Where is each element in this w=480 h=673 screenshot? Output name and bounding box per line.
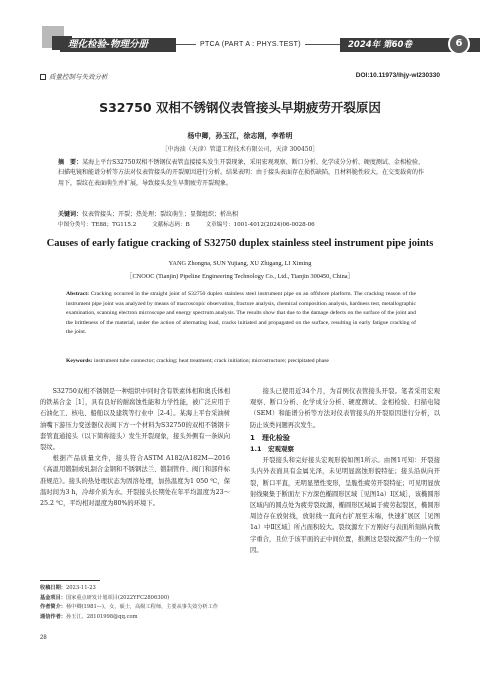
abstract-en-label: Abstract: [66,291,90,297]
body-column-right [250,386,440,556]
document-code: 文献标志码：B [152,222,190,228]
keywords-chinese [58,210,424,220]
authors-chinese: 杨中卿，孙玉江，徐志刚，李希明 [187,132,293,140]
abstract-english [66,290,416,338]
journal-name: 理化检验-物理分册 [68,39,148,50]
keywords-cn-label: 关键词： [58,211,83,218]
body-paragraph: S32750双相不锈钢是一种组织中同时含有铁素体相和奥氏体相的铁基合金［1］，具有良好的耐腐蚀性能和力学性能，被广泛应用于石油化工、核电、船舶以及建筑等行业中［2-4］。某海上平台采油树油嘴下游压力变送器仪表阀下方一个材料为S32750的双相不锈钢卡套管直通接头（以下简称接头）发生开裂现象，接头外侧有一条纵向裂纹。 [40,388,230,452]
rubric-square-icon [40,74,46,80]
body-column-left [40,386,230,509]
body-paragraph: 根据产品质量文件，接头符合ASTM A182/A182M—2016《高温用锻制或轧制合金钢和不锈钢法兰、锻制管件、阀门和部件标准规范》。接头的热处理状态为固溶处理，加热温度为1 050 ℃，保温时间为3 h，冷却介质为水。开裂接头长期处在年平均温度为23～25.2 ℃，平均相对湿度为80%的环境下。 [40,455,230,508]
footnote-rule [40,580,100,581]
authors-english: YANG Zhongna, SUN Yujiang, XU Zhigang, LI Ximing [168,260,312,267]
body-paragraph: 接头已使用近34个月，为首例仪表管接头开裂。笔者采用宏观观察、断口分析、化学成分分析、硬度测试、金相检验、扫描电镜（SEM）和能谱分析等方法对仪表管接头的开裂原因进行分析，以防止该类问题再次发生。 [250,388,440,429]
page-number: 28 [40,635,47,641]
subsection-heading: 1.1 宏观观察 [250,445,295,454]
keywords-en-text: instrument tube connector; cracking; heat treatment; crack initiation; microstructure; precipitated phase [93,358,329,364]
abstract-cn-text: 某海上平台S32750双相不锈钢仪表管直接接头发生开裂现象，采用宏观观察、断口分析、化学成分分析、硬度测试、金相检验、扫描电镜和能谱分析等方法对仪表管接头的开裂原因进行分析。结果表明：由于接头表面存在损伤缺陷，且材料脆性较大，在交变载荷的作用下，裂纹在表面萌生并扩展，导致接头发生早期疲劳开裂现象。 [58,159,425,187]
affiliation-chinese: ［中海油（天津）管道工程技术有限公司，天津 300450］ [161,146,319,153]
keywords-en-label: Keywords: [66,358,93,364]
abstract-chinese [58,158,424,189]
clc-number: 中图分类号：TE88；TG115.2 [58,222,137,228]
footnote-corresponding: 通信作者：孙玉江，28101998@qq.com [40,613,138,620]
body-paragraph: 开裂接头和完好接头宏观形貌如图1所示。由图1可知：开裂接头内外表面具有金属光泽，未见明显腐蚀形貌特征；接头沿纵向开裂，断口平直，无明显塑性变形，呈脆性疲劳开裂特征；可见明显放射线聚集于断面左下方深色椭圆形区域［见图1a）Ⅰ区域］，该椭圆形区域内的圆点处为疲劳裂纹源，椭圆形区域属于疲劳起裂区，椭圆形周边存在放射线，放射线一直向右扩展至末端，快速扩展区［见图1a）中Ⅱ区域］所占面积较大。裂纹源左下方刚好与表面所刻纵向数字重合，且位于该平面的正中间位置，推测这是裂纹源产生的一个原因。 [250,457,440,554]
abstract-en-text: Cracking occurred in the straight joint of S32750 duplex stainless steel instrument pipe on an offshore platform. The cracking reason of the instrument pipe joint was analyzed by means of macroscopic observation, fracture analysis, chemical composition analysis, hardness test, metallographic examination, scanning electron microscope and energy spectrum analysis. The results show that due to the damage defects on the surface of the joint and the brittleness of the material, under the action of alternating load, cracks initiated and propagated on the surface, resulting in early fatigue cracking of the joint. [66,291,416,336]
footnote-received: 收稿日期：2023-11-23 [40,585,96,591]
article-number: 文章编号：1001-4012(2024)06-0028-06 [205,222,315,228]
section-rubric [40,72,108,81]
title-english: Causes of early fatigue cracking of S32750 duplex stainless steel instrument pipe joints [46,238,434,249]
footnote-fund: 基金项目：国家重点研发计划项目(2022YFC2806300) [40,594,170,601]
section-heading: 1 理化检验 [250,433,290,442]
footnotes [40,584,230,622]
journal-header [0,0,480,62]
journal-volume: 2024年 第60卷 [348,40,412,50]
journal-series: PTCA (PART A : PHYS.TEST) [196,40,305,50]
abstract-cn-label: 摘 要： [58,159,83,166]
issue-number: 6 [448,33,470,55]
affiliation-english: ［CNOOC (Tianjin) Pipeline Engineering Technology Co., Ltd., Tianjin 300450, China］ [126,273,354,280]
keywords-cn-text: 仪表管接头；开裂；热处理；裂纹萌生；显微组织；析出相 [82,211,239,218]
rubric-text: 质量控制与失效分析 [49,73,108,81]
doi: DOI:10.11973/lhjy-wl230330 [355,72,440,79]
classification-line [58,220,438,230]
title-chinese: S32750 双相不锈钢仪表管接头早期疲劳开裂原因 [99,100,381,115]
keywords-english [66,357,416,366]
footnote-author-bio: 作者简介：杨中卿(1981—)，女，硕士，高级工程师，主要从事失效分析工作 [40,604,219,611]
